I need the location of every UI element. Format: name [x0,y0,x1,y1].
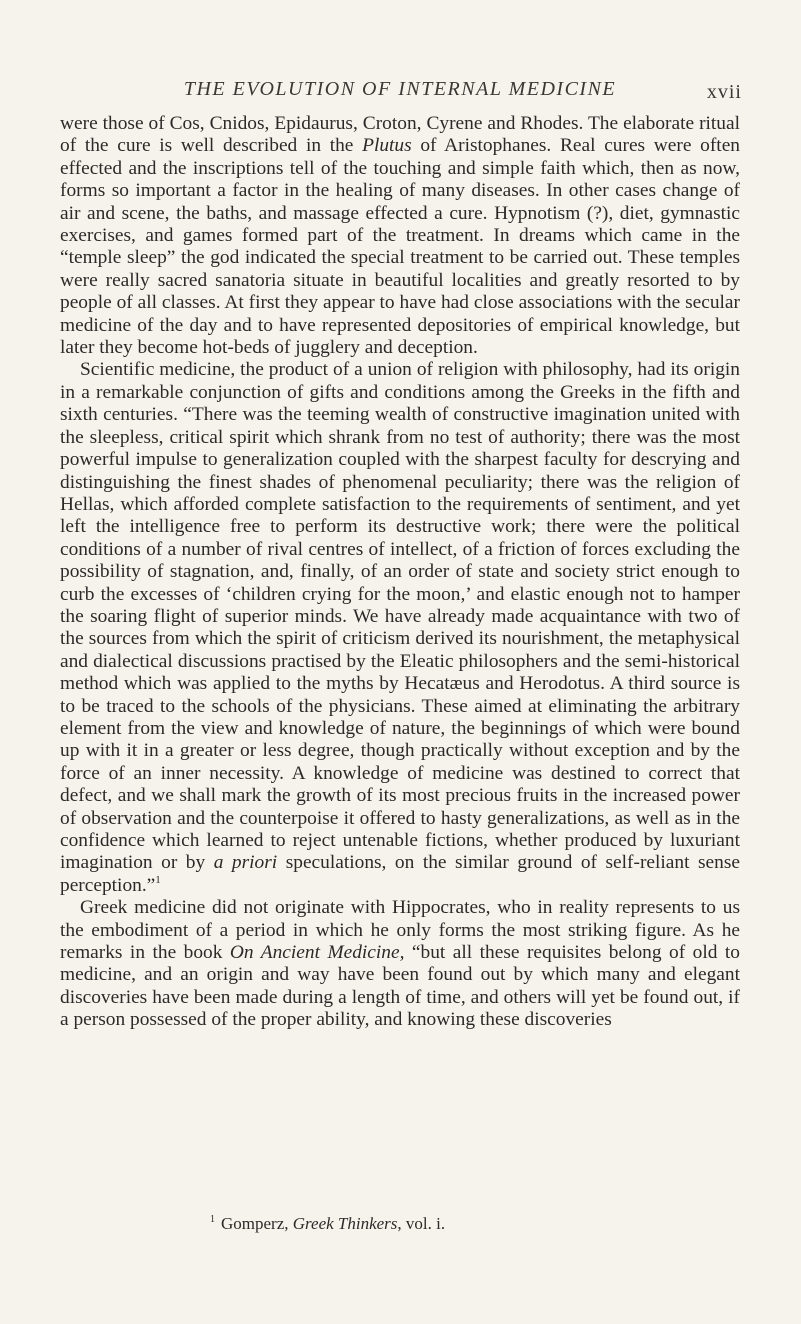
text-segment: were those of Cos, Cnidos, Epidaurus, Croton, Cyrene and Rhodes. The elaborate ritual of the cure is well described in the [60,113,740,157]
paragraph [60,897,740,1031]
text-segment: Greek medicine did not originate with Hippocrates, who in reality represents to us the embodiment of a period in which he only forms the most striking figure. As he remarks in the book [60,897,740,964]
footnote [60,1210,740,1234]
footnote-author: Gomperz, [221,1214,293,1233]
text-segment: of Aristophanes. Real cures were often effected and the inscriptions tell of the touching and simple faith which, then as now, forms so important a factor in the healing of many diseases. In other cases change of air and scene, the baths, and massage effected a cure. Hypnotism (?), diet, gymnastic exercises, and games formed part of the treatment. In dreams which came in the “temple sleep” the god indicated the special treatment to be carried out. These temples were really sacred sanatoria situate in beautiful localities and greatly resorted to by people of all classes. At first they appear to have had close associations with the secular medicine of the day and to have represented depositories of empirical knowledge, but later they become hot-beds of jugglery and deception. [60,135,740,359]
italic-text: On Ancient Medicine, [229,942,405,964]
text-segment: “but all these requisites belong of old to medicine, and an origin and way have been found out by which many and elegant discoveries have been made during a length of time, and others will yet be found out, if a person possessed of the proper ability, and knowing these discoveries [60,942,740,1031]
page-header [60,78,740,108]
text-segment: speculations, on the similar ground of self-reliant sense perception.” [60,852,740,896]
footnote-reference: 1 [155,873,161,886]
body-text [60,113,740,1032]
footnote-rest: , vol. i. [397,1214,446,1233]
text-segment: Scientific medicine, the product of a union of religion with philosophy, had its origin in a remarkable conjunction of gifts and conditions among the Greeks in the fifth and sixth centuries. “There was the teeming wealth of constructive imagination united with the sleepless, critical spirit which shrank from no test of authority; there was the most powerful impulse to generalization coupled with the sharpest faculty for descrying and distinguishing the finest shades of phenomenal peculiarity; there was the religion of Hellas, which afforded complete satisfaction to the requirements of sentiment, and yet left the intelligence free to perform its destructive work; there were the political conditions of a number of rival centres of intellect, of a friction of forces excluding the possibility of stagnation, and, finally, of an order of state and society strict enough to curb the excesses of ‘children crying for the moon,’ and elastic enough not to hamper the soaring flight of superior minds. We have already made acquaintance with two of the sources from which the spirit of criticism derived its nourishment, the metaphysical and dialectical discussions practised by the Eleatic philosophers and the semi-historical method which was applied to the myths by Hecatæus and Herodotus. A third source is to be traced to the schools of the physicians. These aimed at eliminating the arbitrary element from the view and knowledge of nature, the beginnings of which were bound up with it in a greater or less degree, though practically without exception and by the force of an inner necessity. A knowledge of medicine was destined to correct that defect, and we shall mark the growth of its most precious fruits in the increased power of observation and the counterpoise it offered to hasty generalizations, as well as in the confidence which learned to reject untenable fictions, whether produced by luxuriant imagination or by [60,359,740,874]
footnote-mark: 1 [210,1214,215,1225]
running-head: THE EVOLUTION OF INTERNAL MEDICINE [183,78,617,100]
page-number: xvii [706,81,742,103]
paragraph [60,359,740,897]
italic-text: Plutus [362,135,412,157]
footnote-title: Greek Thinkers [292,1214,398,1233]
paragraph [60,113,740,359]
italic-text: a priori [213,852,278,874]
